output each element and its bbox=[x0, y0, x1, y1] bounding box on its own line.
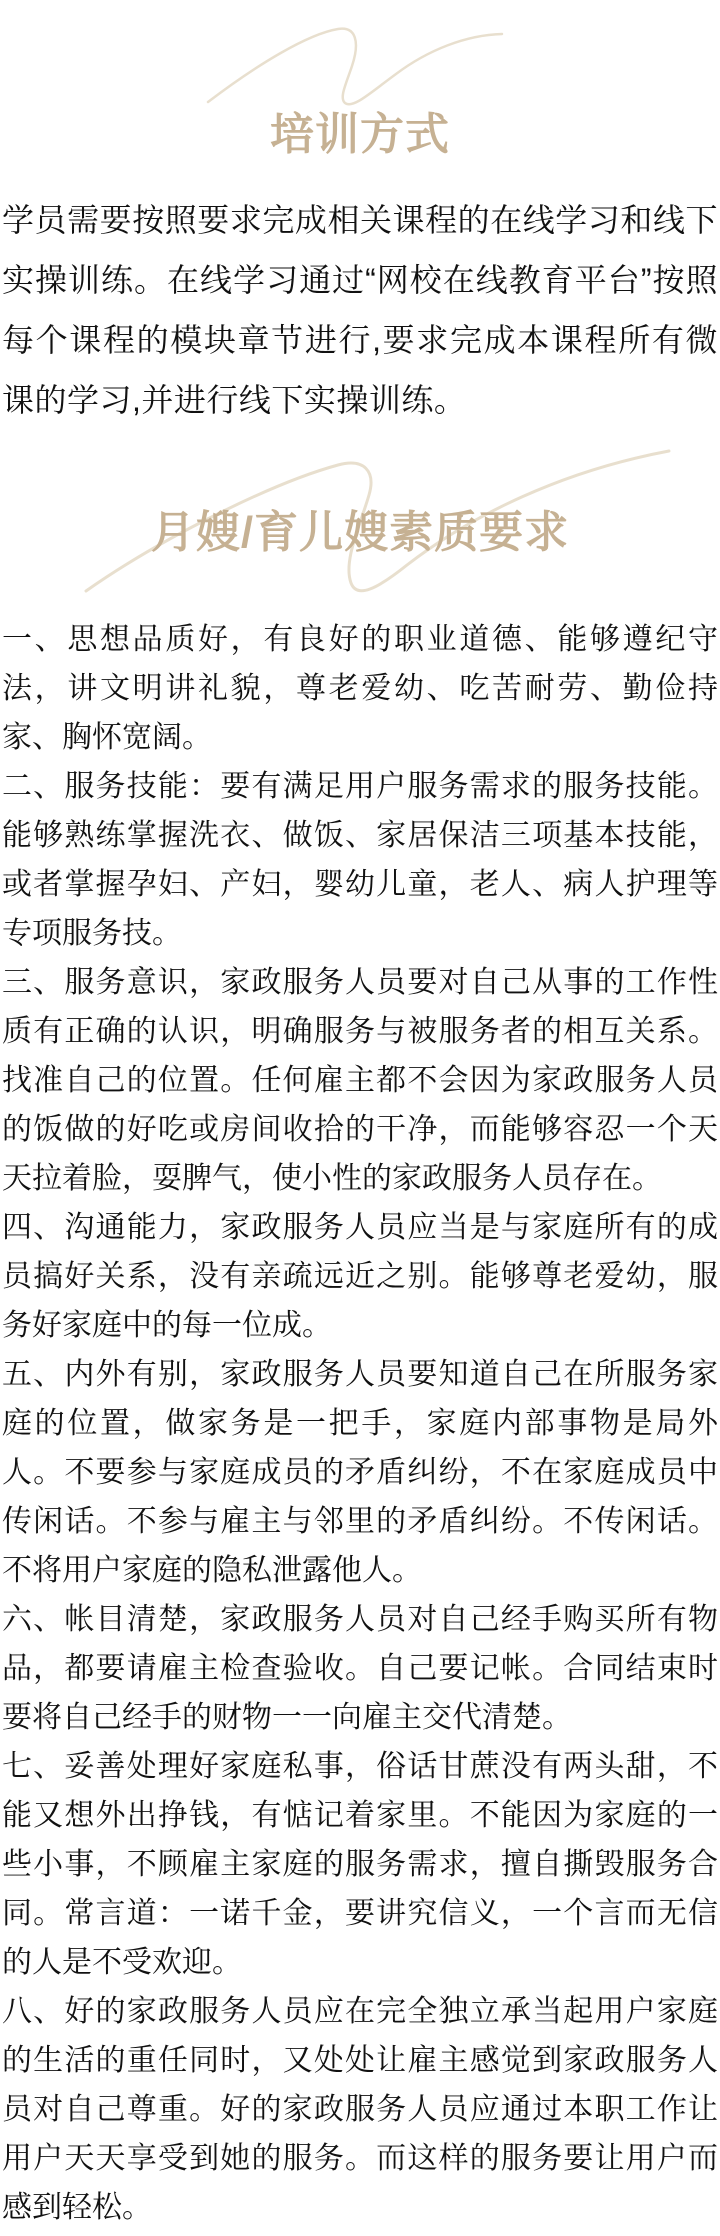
requirement-item-6: 六、帐目清楚，家政服务人员对自己经手购买所有物品，都要请雇主检查验收。自己要记帐。合同结束时要将自己经手的财物一一向雇主交代清楚。 bbox=[2, 1603, 718, 1734]
requirement-item-1: 一、思想品质好，有良好的职业道德、能够遵纪守法，讲文明讲礼貌，尊老爱幼、吃苦耐劳、勤俭持家、胸怀宽阔。 bbox=[2, 623, 718, 754]
requirement-item-7: 七、妥善处理好家庭私事，俗话甘蔗没有两头甜，不能又想外出挣钱，有惦记着家里。不能因为家庭的一些小事，不顾雇主家庭的服务需求，擅自撕毁服务合同。常言道：一诺千金，要讲究信义，一个言而无信的人是不受欢迎。 bbox=[2, 1750, 718, 1979]
requirement-item-8: 八、好的家政服务人员应在完全独立承当起用户家庭的生活的重任同时，又处处让雇主感觉到家政服务人员对自己尊重。好的家政服务人员应通过本职工作让用户天天享受到她的服务。而这样的服务要让用户而感到轻松。 bbox=[2, 1995, 718, 2224]
requirement-item-5: 五、内外有别，家政服务人员要知道自己在所服务家庭的位置，做家务是一把手，家庭内部事物是局外人。不要参与家庭成员的矛盾纠纷，不在家庭成员中传闲话。不参与雇主与邻里的矛盾纠纷。不传闲话。不将用户家庭的隐私泄露他人。 bbox=[2, 1358, 718, 1587]
requirements-section-header bbox=[0, 430, 720, 615]
requirement-item-2: 二、服务技能：要有满足用户服务需求的服务技能。能够熟练掌握洗衣、做饭、家居保洁三项基本技能，或者掌握孕妇、产妇，婴幼儿童，老人、病人护理等专项服务技。 bbox=[2, 770, 718, 950]
training-paragraph: 学员需要按照要求完成相关课程的在线学习和线下实操训练。在线学习通过“网校在线教育平台”按照每个课程的模块章节进行,要求完成本课程所有微课的学习,并进行线下实操训练。 bbox=[2, 202, 718, 418]
requirement-item-4: 四、沟通能力，家政服务人员应当是与家庭所有的成员搞好关系，没有亲疏远近之别。能够尊老爱幼，服务好家庭中的每一位成。 bbox=[2, 1211, 718, 1342]
training-section-header bbox=[0, 0, 720, 190]
section-title-training: 培训方式 bbox=[270, 110, 450, 159]
requirements-list bbox=[0, 615, 720, 2232]
requirement-item-3: 三、服务意识，家政服务人员要对自己从事的工作性质有正确的认识，明确服务与被服务者的相互关系。找准自己的位置。任何雇主都不会因为家政服务人员的饭做的好吃或房间收拾的干净，而能够容忍一个天天拉着脸，耍脾气，使小性的家政服务人员存在。 bbox=[2, 966, 718, 1195]
section-title-requirements: 月嫂/育儿嫂素质要求 bbox=[150, 508, 570, 557]
